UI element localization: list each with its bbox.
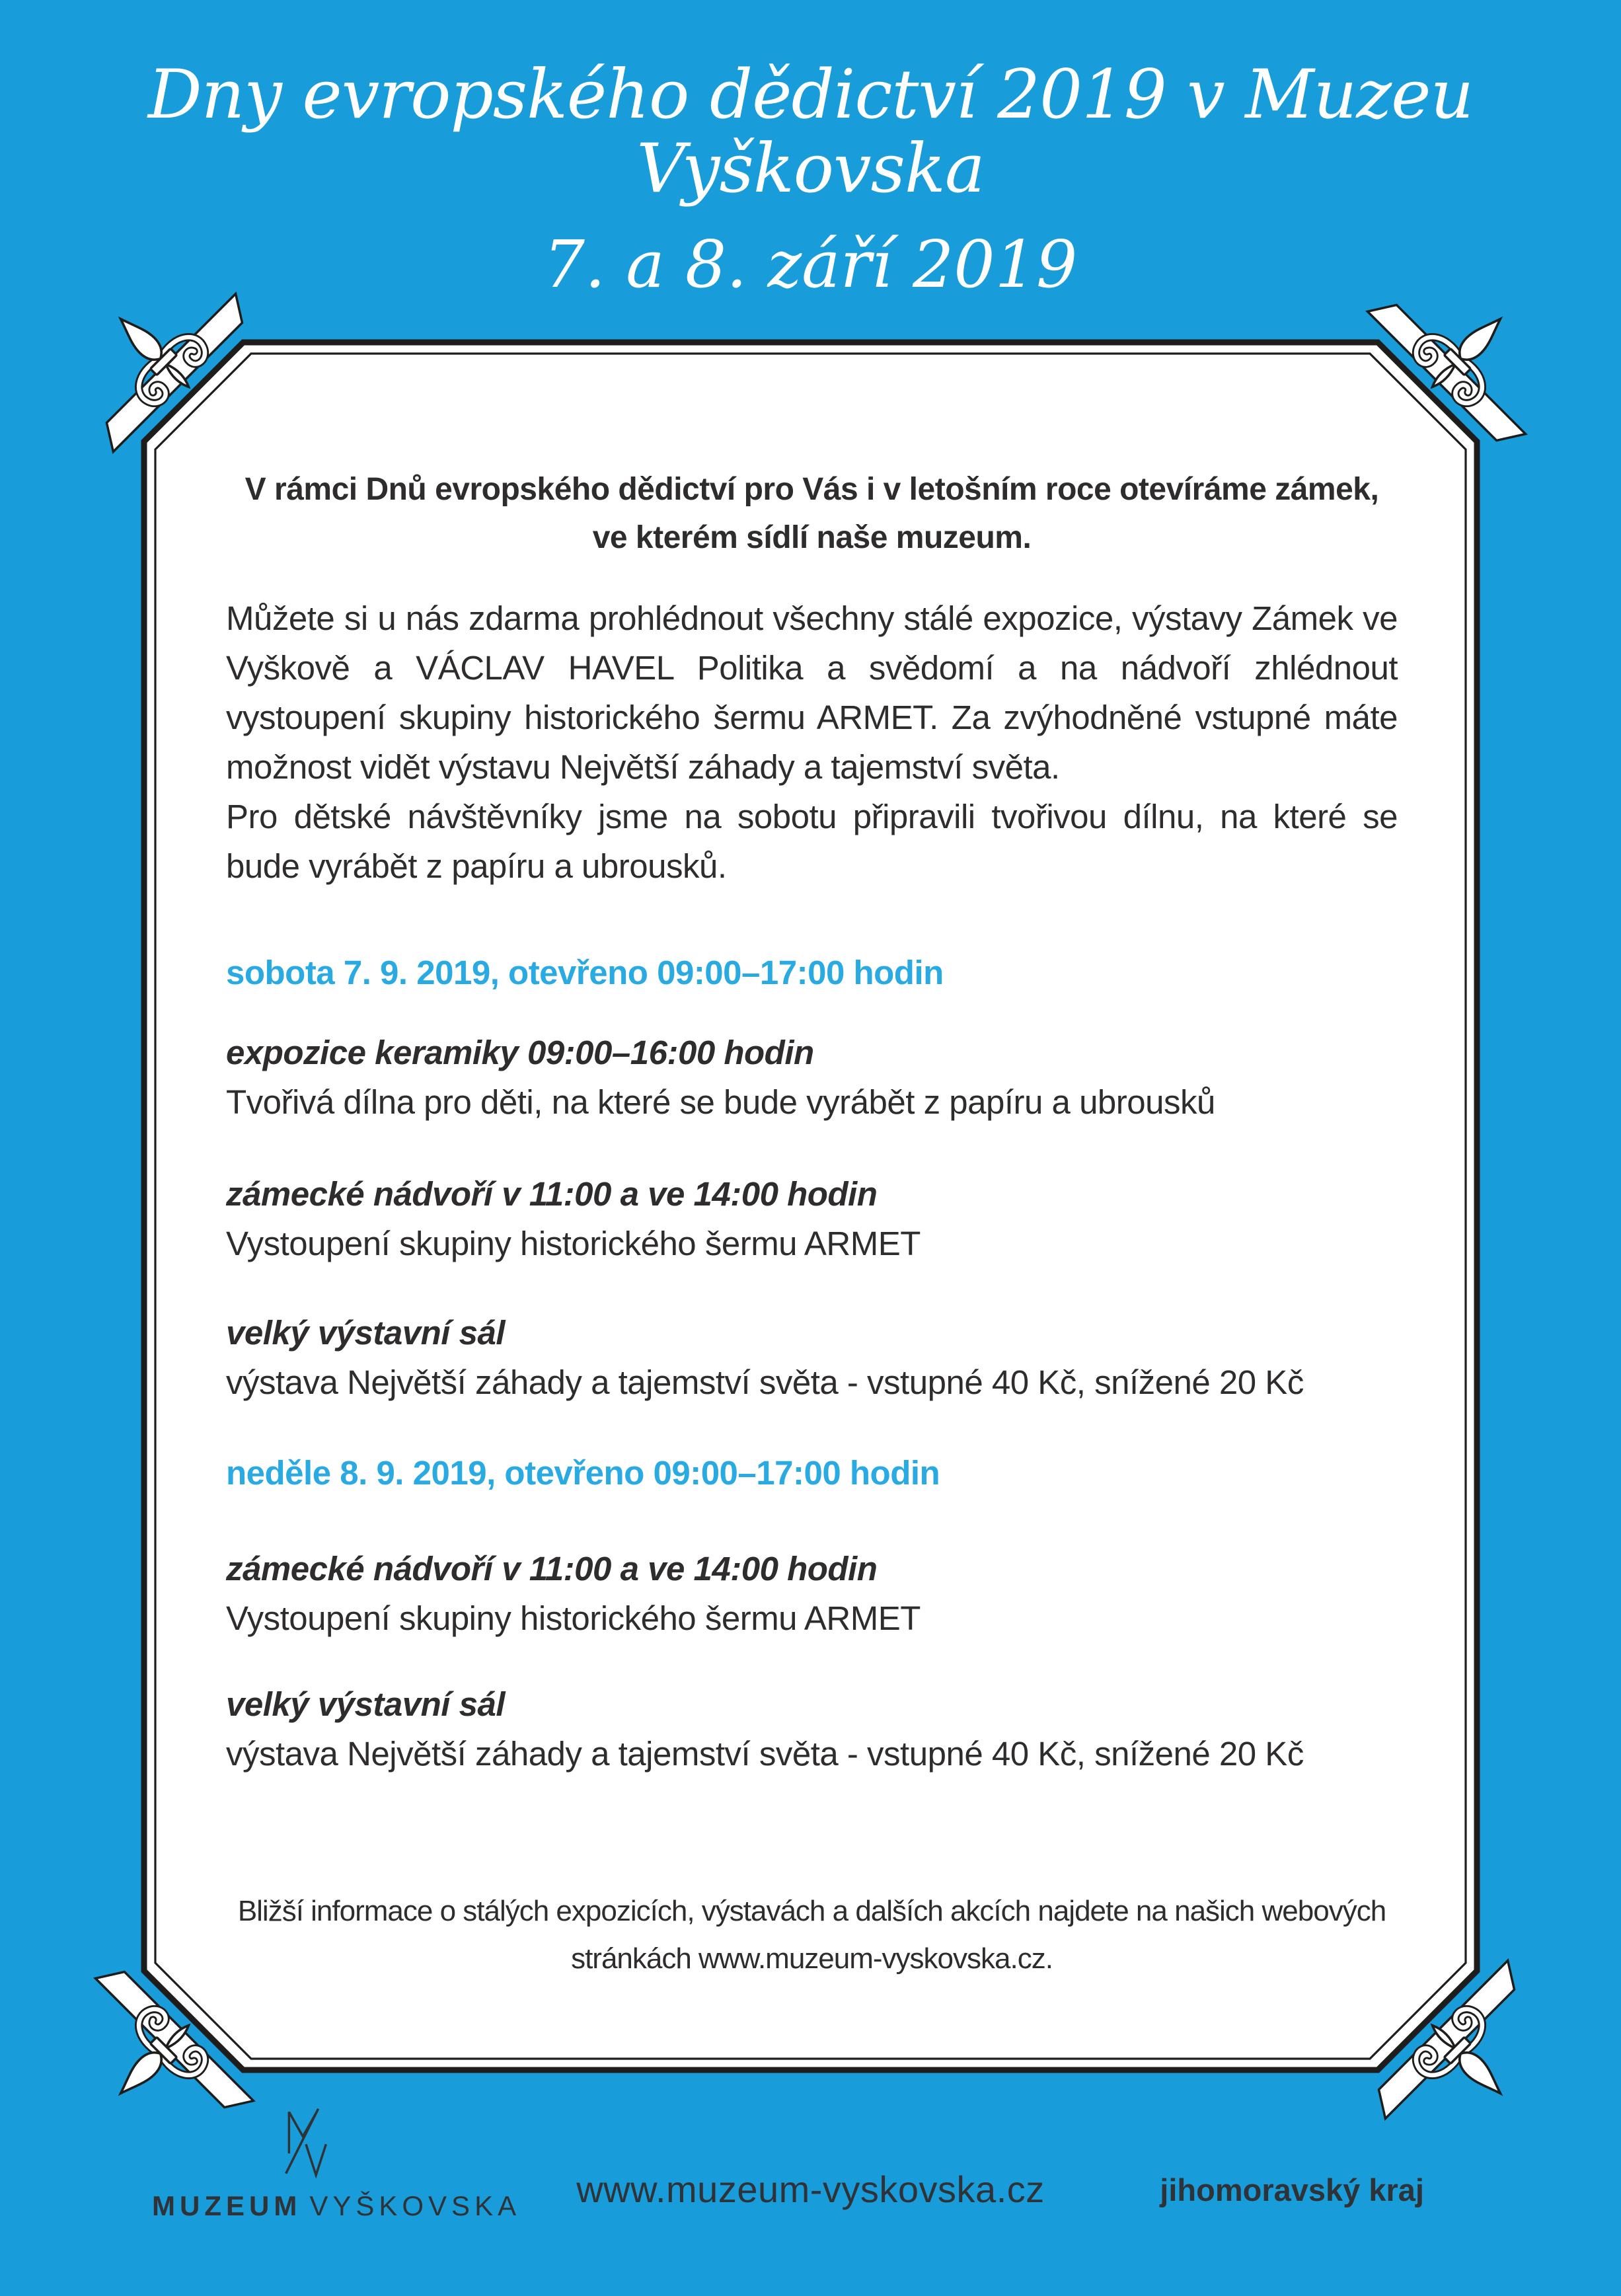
day-heading-saturday: sobota 7. 9. 2019, otevřeno 09:00–17:00 hodin <box>226 954 944 991</box>
page-subtitle: 7. a 8. září 2019 <box>543 227 1078 303</box>
intro-text: V rámci Dnů evropského dědictví pro Vás i v letošním roce otevíráme zámek, ve kterém sídlí naše muzeum. <box>245 472 1379 555</box>
body-paragraph: Pro dětské návštěvníky jsme na sobotu připravili tvořivou dílnu, na které se bude vyrábět z papíru a ubrousků. <box>226 798 1398 885</box>
day-heading-sunday: neděle 8. 9. 2019, otevřeno 09:00–17:00 hodin <box>226 1454 940 1492</box>
website-text: www.muzeum-vyskovska.cz <box>576 2168 1045 2210</box>
event-venue: zámecké nádvoří v 11:00 a ve 14:00 hodin <box>226 1550 878 1588</box>
event-description: Tvořivá dílna pro děti, na které se bude vyrábět z papíru a ubrousků <box>226 1083 1215 1121</box>
event-description: Vystoupení skupiny historického šermu ARMET <box>226 1599 921 1637</box>
body-paragraph: Můžete si u nás zdarma prohlédnout všechny stálé expozice, výstavy Zámek ve Vyškově a VÁCLAV HAVEL Politika a svědomí a na nádvoří zhlédnout vystoupení skupiny historického šermu ARMET. Za zvýhodněné vstupné máte možnost vidět výstavu Největší záhady a tajemství světa. <box>226 599 1398 786</box>
event-description: Vystoupení skupiny historického šermu ARMET <box>226 1225 921 1262</box>
event-venue: velký výstavní sál <box>226 1314 505 1352</box>
event-description: výstava Největší záhady a tajemství světa - vstupné 40 Kč, snížené 20 Kč <box>226 1735 1304 1773</box>
event-description: výstava Největší záhady a tajemství světa - vstupné 40 Kč, snížené 20 Kč <box>226 1363 1304 1401</box>
museum-wordmark-bold: MUZEUM <box>152 2190 302 2221</box>
poster-footer <box>0 2088 1621 2296</box>
panel-content <box>147 342 1477 1983</box>
museum-wordmark-light: VYŠKOVSKA <box>309 2190 521 2221</box>
region-wordmark: jihomoravský kraj <box>1160 2172 1424 2207</box>
event-venue: velký výstavní sál <box>226 1685 505 1723</box>
event-venue: zámecké nádvoří v 11:00 a ve 14:00 hodin <box>226 1175 878 1213</box>
event-venue: expozice keramiky 09:00–16:00 hodin <box>226 1034 814 1071</box>
closing-note: Bližší informace o stálých expozicích, výstavách a dalších akcích najdete na našich webových stránkách www.muzeum-vyskovska.cz. <box>237 1895 1386 1975</box>
page-title: Dny evropského dědictví 2019 v Muzeu Vyškovska <box>147 56 1474 209</box>
